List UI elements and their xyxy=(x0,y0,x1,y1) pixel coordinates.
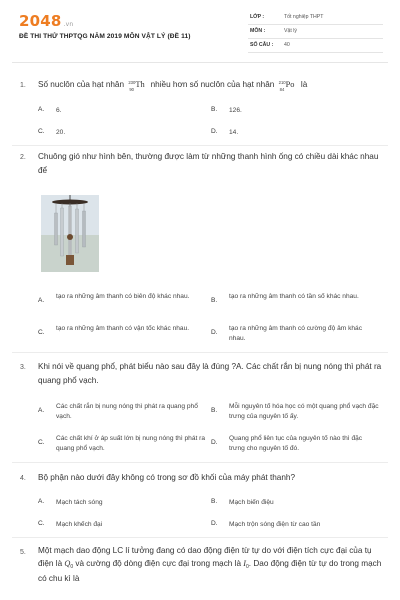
option-text: Các chất rắn bị nung nóng thì phát ra quang phổ vạch. xyxy=(56,403,198,420)
option-text: tạo ra những âm thanh có biên độ khác nhau. xyxy=(56,293,190,300)
option-letter: B. xyxy=(211,106,218,113)
option-letter: A. xyxy=(38,498,45,505)
element-symbol: Th xyxy=(135,80,145,89)
option-letter: A. xyxy=(38,106,45,113)
option-text: tạo ra những âm thanh có tần số khác nhau. xyxy=(229,293,359,300)
meta-key: LỚP : xyxy=(250,14,265,20)
question-text xyxy=(38,78,383,92)
option-text: Mạch biến điệu xyxy=(229,499,274,506)
nuclide-polonium xyxy=(277,78,299,92)
option-letter: C. xyxy=(38,329,45,336)
nuclide-thorium xyxy=(126,78,148,92)
option-letter: D. xyxy=(211,439,218,446)
option-text: Mạch trộn sóng điện từ cao tần xyxy=(229,521,321,528)
meta-value: Vật lý xyxy=(284,28,297,34)
atomic-number: 84 xyxy=(279,87,285,92)
symbol-q: Q xyxy=(64,558,71,568)
option-letter: A. xyxy=(38,297,45,304)
option-text: Mạch tách sóng xyxy=(56,499,103,506)
subscript-zero: 0 xyxy=(70,563,74,570)
option-letter: B. xyxy=(211,407,218,414)
atomic-number: 90 xyxy=(129,87,134,92)
question-number: 2. xyxy=(20,154,26,161)
meta-row-class xyxy=(248,11,383,25)
option-text: Quang phổ liên tục của nguyên tố nào thì đặc trưng cho nguyên tố đó. xyxy=(229,435,363,452)
question-divider xyxy=(12,145,388,146)
symbol-i: I xyxy=(243,558,247,568)
option-text: tạo ra những âm thanh có cường độ âm khác nhau. xyxy=(229,325,363,342)
question-number: 1. xyxy=(20,82,26,89)
meta-row-count xyxy=(248,39,383,53)
exam-title: ĐỀ THI THỬ THPTQG NĂM 2019 MÔN VẬT LÝ (ĐỀ 11) xyxy=(19,33,191,40)
question-text xyxy=(38,545,383,586)
meta-row-subject xyxy=(248,25,383,39)
subscript-zero: 0 xyxy=(246,563,249,570)
q5-text-1: Một mạch dao động LC lí tưởng đang có dao động điện từ tự do với điện tích cực đại của tụ điện là xyxy=(38,546,372,568)
question-divider xyxy=(12,352,388,353)
question-text: Chuông gió như hình bên, thường được làm từ những thanh hình ống có chiều dài khác nhau để xyxy=(38,152,379,175)
meta-key: MÔN : xyxy=(250,28,266,34)
option-text: 6. xyxy=(56,107,62,114)
q1-text-after: là xyxy=(300,80,308,89)
q1-text-before: Số nuclôn của hạt nhân xyxy=(38,80,125,89)
option-letter: D. xyxy=(211,520,218,527)
mass-number: 210 xyxy=(278,80,286,85)
option-letter: D. xyxy=(211,329,218,336)
element-symbol: Po xyxy=(285,80,295,89)
exam-meta-table xyxy=(248,11,383,53)
meta-key: SỐ CÂU : xyxy=(250,42,274,48)
option-letter: D. xyxy=(211,128,218,135)
question-text: Khi nói về quang phổ, phát biểu nào sau đây là đúng ?A. Các chất rắn bị nung nóng thì phát ra quang phổ vạch. xyxy=(38,362,382,385)
q1-text-middle: nhiều hơn số nuclôn của hạt nhân xyxy=(150,80,275,89)
option-letter: C. xyxy=(38,520,45,527)
logo-text: 2048 xyxy=(19,12,62,30)
option-text: Các chất khí ở áp suất lớn bị nung nóng thì phát ra quang phổ vạch. xyxy=(56,435,206,452)
question-divider xyxy=(12,537,388,538)
wind-chime-image xyxy=(41,195,99,272)
option-letter: C. xyxy=(38,439,45,446)
mass-number: 230 xyxy=(128,80,136,85)
q5-text-3: . Dao động điện từ tự do trong mạch có chu kì là xyxy=(38,558,382,583)
option-text: Mỗi nguyên tố hóa học có một quang phổ vạch đặc trưng của nguyên tố ấy. xyxy=(229,403,379,420)
question-text: Bộ phận nào dưới đây không có trong sơ đồ khối của máy phát thanh? xyxy=(38,473,296,482)
option-text: Mạch khếch đại xyxy=(56,521,103,528)
option-text: tạo ra những âm thanh có vận tốc khác nhau. xyxy=(56,325,190,332)
site-logo[interactable] xyxy=(19,12,73,30)
option-letter: B. xyxy=(211,498,218,505)
option-letter: C. xyxy=(38,128,45,135)
q5-text-2: và cường độ dòng điện cực đại trong mạch là xyxy=(73,558,244,568)
question-divider xyxy=(12,462,388,463)
option-text: 20. xyxy=(56,129,66,136)
logo-tld: .vn xyxy=(63,21,74,28)
question-number: 4. xyxy=(20,475,26,482)
question-number: 5. xyxy=(20,549,26,556)
option-letter: B. xyxy=(211,297,218,304)
option-letter: A. xyxy=(38,407,45,414)
question-number: 3. xyxy=(20,364,26,371)
meta-value: 40 xyxy=(284,42,290,48)
option-text: 14. xyxy=(229,129,239,136)
header-divider xyxy=(12,62,388,63)
meta-value: Tốt nghiệp THPT xyxy=(284,14,324,20)
option-text: 126. xyxy=(229,107,242,114)
